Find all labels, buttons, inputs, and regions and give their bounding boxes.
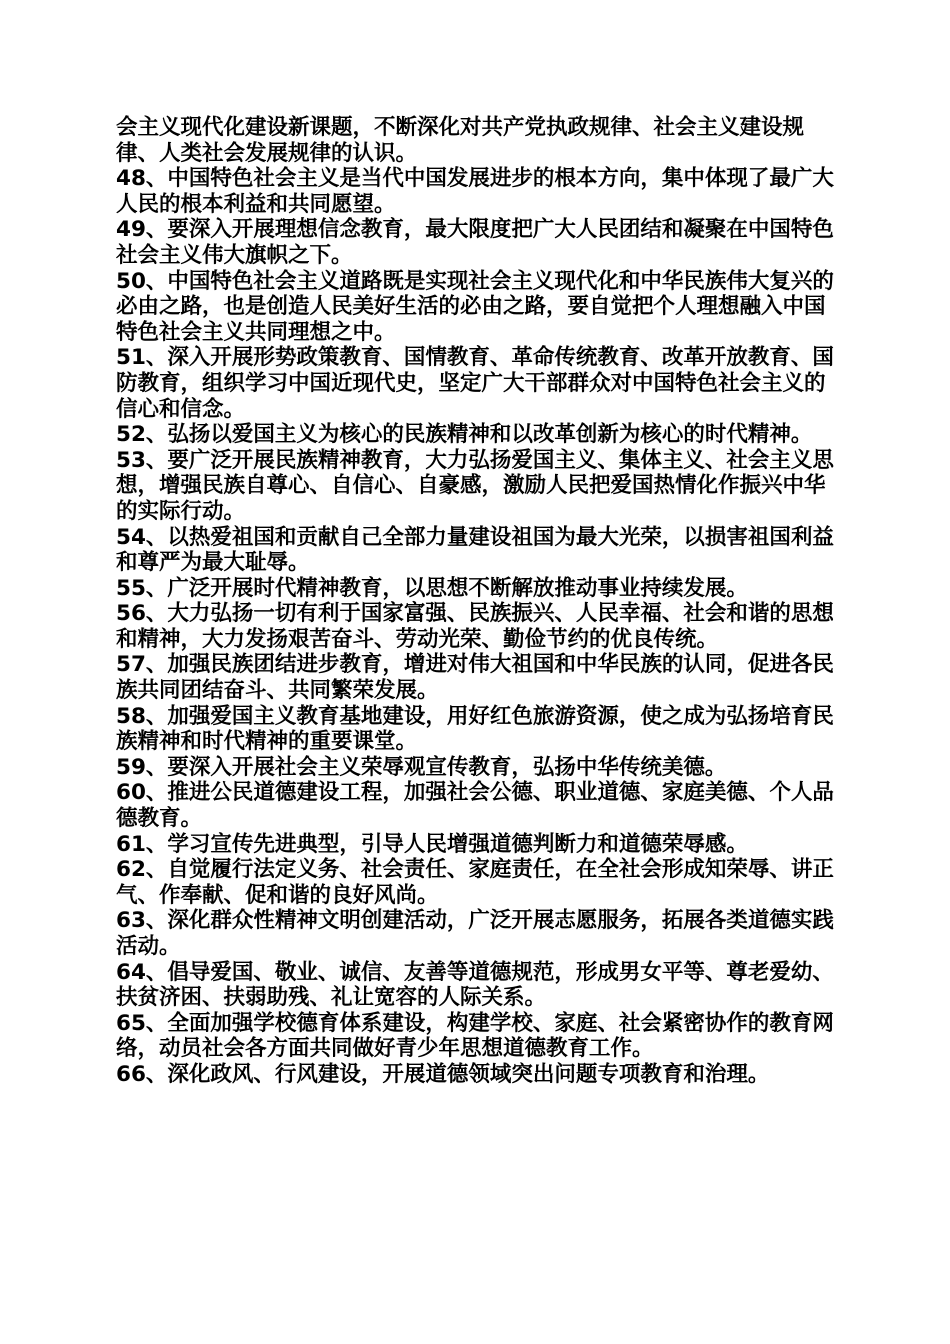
paragraph-item-63: 63、深化群众性精神文明创建活动，广泛开展志愿服务，拓展各类道德实践活动。 bbox=[116, 908, 834, 959]
document-body bbox=[116, 115, 836, 1088]
paragraph-item-51: 51、深入开展形势政策教育、国情教育、革命传统教育、改革开放教育、国防教育，组织学习中国近现代史，坚定广大干部群众对中国特色社会主义的信心和信念。 bbox=[116, 345, 834, 422]
paragraph-item-49: 49、要深入开展理想信念教育，最大限度把广大人民团结和凝聚在中国特色社会主义伟大旗帜之下。 bbox=[116, 217, 834, 268]
paragraph-item-48: 48、中国特色社会主义是当代中国发展进步的根本方向，集中体现了最广大人民的根本利益和共同愿望。 bbox=[116, 166, 834, 217]
paragraph-item-60: 60、推进公民道德建设工程，加强社会公德、职业道德、家庭美德、个人品德教育。 bbox=[116, 780, 834, 832]
paragraph-item-59: 59、要深入开展社会主义荣辱观宣传教育，弘扬中华传统美德。 bbox=[116, 754, 727, 780]
paragraph-item-58: 58、加强爱国主义教育基地建设，用好红色旅游资源，使之成为弘扬培育民族精神和时代精神的重要课堂。 bbox=[116, 703, 834, 755]
paragraph-item-65: 65、全面加强学校德育体系建设，构建学校、家庭、社会紧密协作的教育网络，动员社会各方面共同做好青少年思想道德教育工作。 bbox=[116, 1010, 834, 1062]
paragraph-item-55: 55、广泛开展时代精神教育，以思想不断解放推动事业持续发展。 bbox=[116, 575, 748, 601]
paragraph-item-54: 54、以热爱祖国和贡献自己全部力量建设祖国为最大光荣，以损害祖国利益和尊严为最大耻辱。 bbox=[116, 524, 834, 576]
paragraph-item-53: 53、要广泛开展民族精神教育，大力弘扬爱国主义、集体主义、社会主义思想，增强民族自尊心、自信心、自豪感，激励人民把爱国热情化作振兴中华的实际行动。 bbox=[116, 447, 834, 524]
paragraph-item-62: 62、自觉履行法定义务、社会责任、家庭责任，在全社会形成知荣辱、讲正气、作奉献、促和谐的良好风尚。 bbox=[116, 857, 834, 908]
paragraph-item-56: 56、大力弘扬一切有利于国家富强、民族振兴、人民幸福、社会和谐的思想和精神，大力发扬艰苦奋斗、劳动光荣、勤俭节约的优良传统。 bbox=[116, 601, 834, 652]
paragraph-item-57: 57、加强民族团结进步教育，增进对伟大祖国和中华民族的认同，促进各民族共同团结奋斗、共同繁荣发展。 bbox=[116, 652, 834, 704]
paragraph-item-64: 64、倡导爱国、敬业、诚信、友善等道德规范，形成男女平等、尊老爱幼、扶贫济困、扶弱助残、礼让宽容的人际关系。 bbox=[116, 959, 834, 1011]
paragraph-item-61: 61、学习宣传先进典型，引导人民增强道德判断力和道德荣辱感。 bbox=[116, 831, 748, 857]
paragraph-continuation: 会主义现代化建设新课题，不断深化对共产党执政规律、社会主义建设规律、人类社会发展规律的认识。 bbox=[116, 115, 805, 166]
paragraph-item-52: 52、弘扬以爱国主义为核心的民族精神和以改革创新为核心的时代精神。 bbox=[116, 422, 813, 448]
paragraph-item-50: 50、中国特色社会主义道路既是实现社会主义现代化和中华民族伟大复兴的必由之路，也是创造人民美好生活的必由之路，要自觉把个人理想融入中国特色社会主义共同理想之中。 bbox=[116, 268, 834, 345]
paragraph-item-66: 66、深化政风、行风建设，开展道德领域突出问题专项教育和治理。 bbox=[116, 1061, 770, 1087]
